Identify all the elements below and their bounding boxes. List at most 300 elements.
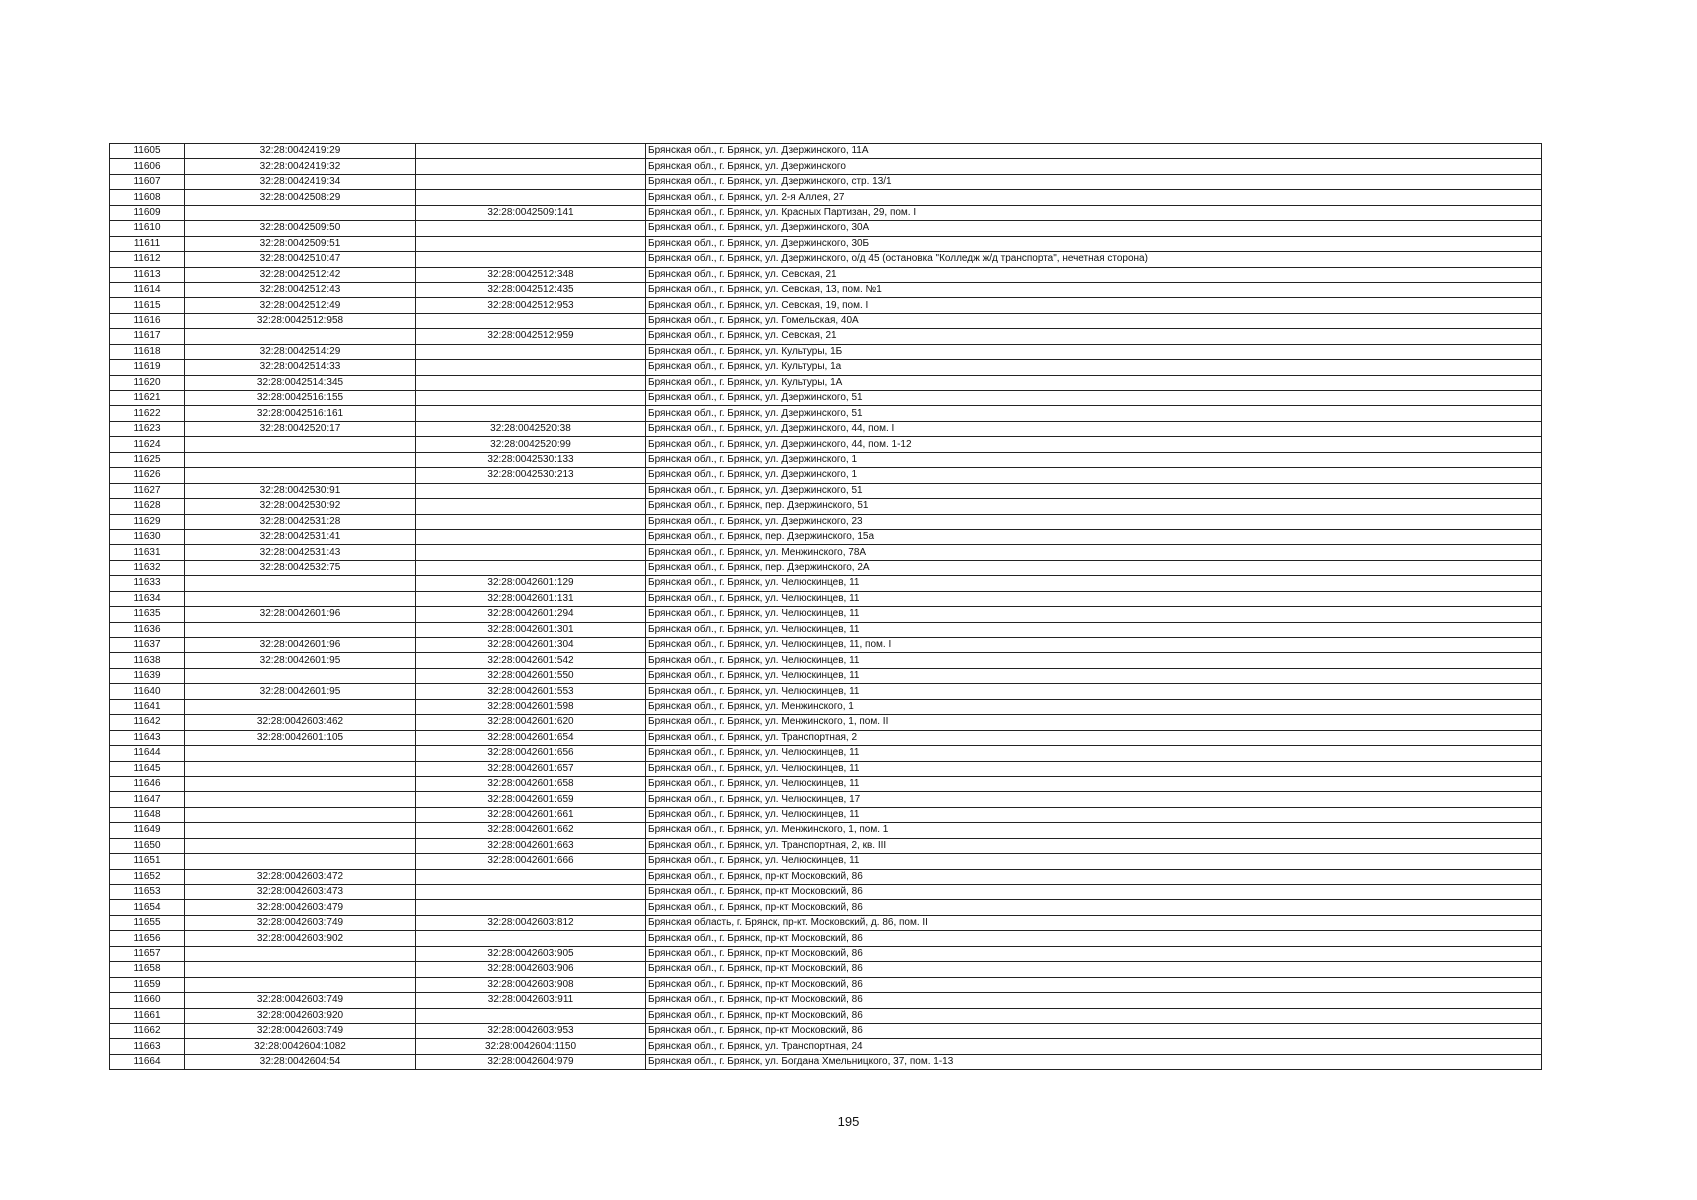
table-row: [110, 360, 1542, 375]
cadastral-number-cell: 32:28:0042532:75: [185, 560, 416, 575]
address-cell: Брянская обл., г. Брянск, ул. Челюскинцев, 11: [646, 807, 1542, 822]
row-number-cell: 11629: [110, 514, 185, 529]
object-cadastral-number-cell: 32:28:0042601:662: [416, 823, 646, 838]
table-row: [110, 684, 1542, 699]
object-cadastral-number-cell: 32:28:0042604:1150: [416, 1039, 646, 1054]
cadastral-number-cell: [185, 576, 416, 591]
table-row: [110, 391, 1542, 406]
cadastral-number-cell: 32:28:0042603:473: [185, 885, 416, 900]
cadastral-number-cell: [185, 776, 416, 791]
address-cell: Брянская обл., г. Брянск, ул. Красных Партизан, 29, пом. I: [646, 205, 1542, 220]
row-number-cell: 11653: [110, 885, 185, 900]
table-row: [110, 190, 1542, 205]
cadastral-number-cell: [185, 668, 416, 683]
cadastral-number-cell: [185, 591, 416, 606]
row-number-cell: 11635: [110, 607, 185, 622]
row-number-cell: 11651: [110, 854, 185, 869]
cadastral-number-cell: [185, 468, 416, 483]
address-cell: Брянская обл., г. Брянск, ул. Дзержинского, 23: [646, 514, 1542, 529]
address-cell: Брянская обл., г. Брянск, ул. Челюскинцев, 11: [646, 854, 1542, 869]
row-number-cell: 11625: [110, 452, 185, 467]
object-cadastral-number-cell: [416, 514, 646, 529]
object-cadastral-number-cell: 32:28:0042512:348: [416, 267, 646, 282]
row-number-cell: 11624: [110, 437, 185, 452]
registry-table-container: [109, 143, 1541, 1070]
object-cadastral-number-cell: 32:28:0042509:141: [416, 205, 646, 220]
object-cadastral-number-cell: [416, 1008, 646, 1023]
object-cadastral-number-cell: 32:28:0042601:657: [416, 761, 646, 776]
table-row: [110, 993, 1542, 1008]
cadastral-number-cell: 32:28:0042512:43: [185, 282, 416, 297]
table-row: [110, 282, 1542, 297]
address-cell: Брянская обл., г. Брянск, ул. Дзержинского, 44, пом. 1-12: [646, 437, 1542, 452]
table-row: [110, 174, 1542, 189]
address-cell: Брянская обл., г. Брянск, ул. Челюскинцев, 11: [646, 776, 1542, 791]
address-cell: Брянская обл., г. Брянск, ул. Гомельская, 40А: [646, 313, 1542, 328]
object-cadastral-number-cell: [416, 406, 646, 421]
table-row: [110, 576, 1542, 591]
address-cell: Брянская обл., г. Брянск, ул. Челюскинцев, 11: [646, 653, 1542, 668]
object-cadastral-number-cell: 32:28:0042601:663: [416, 838, 646, 853]
table-row: [110, 622, 1542, 637]
address-cell: Брянская обл., г. Брянск, ул. Челюскинцев, 11: [646, 591, 1542, 606]
address-cell: Брянская обл., г. Брянск, ул. Дзержинского, 51: [646, 391, 1542, 406]
cadastral-number-cell: [185, 761, 416, 776]
table-row: [110, 545, 1542, 560]
address-cell: Брянская обл., г. Брянск, пр-кт Московский, 86: [646, 900, 1542, 915]
row-number-cell: 11610: [110, 221, 185, 236]
cadastral-number-cell: 32:28:0042604:1082: [185, 1039, 416, 1054]
table-row: [110, 560, 1542, 575]
object-cadastral-number-cell: 32:28:0042601:129: [416, 576, 646, 591]
address-cell: Брянская обл., г. Брянск, ул. Севская, 19, пом. I: [646, 298, 1542, 313]
cadastral-number-cell: [185, 746, 416, 761]
table-row: [110, 375, 1542, 390]
row-number-cell: 11609: [110, 205, 185, 220]
address-cell: Брянская обл., г. Брянск, ул. Челюскинцев, 11: [646, 761, 1542, 776]
object-cadastral-number-cell: [416, 174, 646, 189]
cadastral-number-cell: 32:28:0042512:958: [185, 313, 416, 328]
row-number-cell: 11659: [110, 977, 185, 992]
object-cadastral-number-cell: 32:28:0042601:131: [416, 591, 646, 606]
address-cell: Брянская обл., г. Брянск, ул. Челюскинцев, 11, пом. I: [646, 638, 1542, 653]
object-cadastral-number-cell: 32:28:0042603:953: [416, 1023, 646, 1038]
table-row: [110, 653, 1542, 668]
row-number-cell: 11654: [110, 900, 185, 915]
registry-table-body: [110, 144, 1542, 1070]
table-row: [110, 946, 1542, 961]
table-row: [110, 931, 1542, 946]
address-cell: Брянская обл., г. Брянск, ул. Культуры, 1Б: [646, 344, 1542, 359]
object-cadastral-number-cell: 32:28:0042601:301: [416, 622, 646, 637]
cadastral-number-cell: 32:28:0042520:17: [185, 421, 416, 436]
table-row: [110, 252, 1542, 267]
address-cell: Брянская обл., г. Брянск, ул. Дзержинского, 30А: [646, 221, 1542, 236]
table-row: [110, 329, 1542, 344]
cadastral-number-cell: 32:28:0042604:54: [185, 1054, 416, 1069]
object-cadastral-number-cell: 32:28:0042601:553: [416, 684, 646, 699]
cadastral-number-cell: 32:28:0042512:49: [185, 298, 416, 313]
cadastral-number-cell: [185, 329, 416, 344]
object-cadastral-number-cell: 32:28:0042601:598: [416, 699, 646, 714]
address-cell: Брянская обл., г. Брянск, ул. Челюскинцев, 11: [646, 746, 1542, 761]
address-cell: Брянская обл., г. Брянск, пр-кт Московский, 86: [646, 931, 1542, 946]
object-cadastral-number-cell: [416, 391, 646, 406]
row-number-cell: 11657: [110, 946, 185, 961]
row-number-cell: 11643: [110, 730, 185, 745]
table-row: [110, 699, 1542, 714]
cadastral-number-cell: [185, 699, 416, 714]
table-row: [110, 437, 1542, 452]
row-number-cell: 11638: [110, 653, 185, 668]
table-row: [110, 205, 1542, 220]
table-row: [110, 838, 1542, 853]
object-cadastral-number-cell: 32:28:0042601:659: [416, 792, 646, 807]
table-row: [110, 900, 1542, 915]
object-cadastral-number-cell: 32:28:0042604:979: [416, 1054, 646, 1069]
address-cell: Брянская обл., г. Брянск, ул. Менжинского, 1, пом. II: [646, 715, 1542, 730]
object-cadastral-number-cell: 32:28:0042512:435: [416, 282, 646, 297]
table-row: [110, 144, 1542, 159]
row-number-cell: 11627: [110, 483, 185, 498]
table-row: [110, 529, 1542, 544]
cadastral-number-cell: 32:28:0042603:472: [185, 869, 416, 884]
row-number-cell: 11664: [110, 1054, 185, 1069]
table-row: [110, 406, 1542, 421]
cadastral-number-cell: [185, 437, 416, 452]
row-number-cell: 11611: [110, 236, 185, 251]
table-row: [110, 854, 1542, 869]
object-cadastral-number-cell: [416, 344, 646, 359]
table-row: [110, 1054, 1542, 1069]
cadastral-number-cell: 32:28:0042601:95: [185, 684, 416, 699]
table-row: [110, 1039, 1542, 1054]
address-cell: Брянская обл., г. Брянск, пр-кт Московский, 86: [646, 1008, 1542, 1023]
address-cell: Брянская обл., г. Брянск, пр-кт Московский, 86: [646, 962, 1542, 977]
row-number-cell: 11633: [110, 576, 185, 591]
object-cadastral-number-cell: 32:28:0042601:294: [416, 607, 646, 622]
address-cell: Брянская обл., г. Брянск, ул. Транспортная, 2, кв. III: [646, 838, 1542, 853]
table-row: [110, 668, 1542, 683]
object-cadastral-number-cell: [416, 159, 646, 174]
table-row: [110, 1008, 1542, 1023]
address-cell: Брянская обл., г. Брянск, ул. Дзержинского, 1: [646, 452, 1542, 467]
row-number-cell: 11645: [110, 761, 185, 776]
row-number-cell: 11607: [110, 174, 185, 189]
row-number-cell: 11652: [110, 869, 185, 884]
row-number-cell: 11663: [110, 1039, 185, 1054]
address-cell: Брянская обл., г. Брянск, пр-кт Московский, 86: [646, 869, 1542, 884]
table-row: [110, 885, 1542, 900]
object-cadastral-number-cell: 32:28:0042601:656: [416, 746, 646, 761]
table-row: [110, 483, 1542, 498]
cadastral-number-cell: 32:28:0042508:29: [185, 190, 416, 205]
row-number-cell: 11644: [110, 746, 185, 761]
row-number-cell: 11623: [110, 421, 185, 436]
row-number-cell: 11613: [110, 267, 185, 282]
address-cell: Брянская обл., г. Брянск, пр-кт Московский, 86: [646, 993, 1542, 1008]
row-number-cell: 11637: [110, 638, 185, 653]
object-cadastral-number-cell: [416, 483, 646, 498]
address-cell: Брянская обл., г. Брянск, пр-кт Московский, 86: [646, 977, 1542, 992]
cadastral-number-cell: 32:28:0042531:28: [185, 514, 416, 529]
table-row: [110, 468, 1542, 483]
row-number-cell: 11605: [110, 144, 185, 159]
table-row: [110, 159, 1542, 174]
object-cadastral-number-cell: 32:28:0042603:906: [416, 962, 646, 977]
address-cell: Брянская обл., г. Брянск, ул. Дзержинского, 1: [646, 468, 1542, 483]
table-row: [110, 221, 1542, 236]
address-cell: Брянская обл., г. Брянск, ул. Культуры, 1а: [646, 360, 1542, 375]
cadastral-number-cell: 32:28:0042516:161: [185, 406, 416, 421]
cadastral-number-cell: 32:28:0042530:92: [185, 499, 416, 514]
row-number-cell: 11655: [110, 915, 185, 930]
row-number-cell: 11642: [110, 715, 185, 730]
cadastral-number-cell: 32:28:0042419:29: [185, 144, 416, 159]
object-cadastral-number-cell: [416, 375, 646, 390]
cadastral-number-cell: 32:28:0042603:920: [185, 1008, 416, 1023]
cadastral-number-cell: [185, 205, 416, 220]
cadastral-number-cell: 32:28:0042601:95: [185, 653, 416, 668]
table-row: [110, 977, 1542, 992]
row-number-cell: 11660: [110, 993, 185, 1008]
object-cadastral-number-cell: 32:28:0042601:304: [416, 638, 646, 653]
object-cadastral-number-cell: 32:28:0042601:666: [416, 854, 646, 869]
address-cell: Брянская обл., г. Брянск, пер. Дзержинского, 2А: [646, 560, 1542, 575]
row-number-cell: 11628: [110, 499, 185, 514]
address-cell: Брянская обл., г. Брянск, ул. Транспортная, 24: [646, 1039, 1542, 1054]
cadastral-number-cell: [185, 792, 416, 807]
address-cell: Брянская обл., г. Брянск, ул. Дзержинского, о/д 45 (остановка "Колледж ж/д транспорта", нечетная сторона): [646, 252, 1542, 267]
row-number-cell: 11634: [110, 591, 185, 606]
row-number-cell: 11608: [110, 190, 185, 205]
address-cell: Брянская обл., г. Брянск, ул. Менжинского, 78А: [646, 545, 1542, 560]
object-cadastral-number-cell: 32:28:0042520:99: [416, 437, 646, 452]
object-cadastral-number-cell: 32:28:0042512:959: [416, 329, 646, 344]
object-cadastral-number-cell: 32:28:0042601:654: [416, 730, 646, 745]
row-number-cell: 11622: [110, 406, 185, 421]
table-row: [110, 638, 1542, 653]
object-cadastral-number-cell: [416, 499, 646, 514]
cadastral-number-cell: 32:28:0042516:155: [185, 391, 416, 406]
row-number-cell: 11661: [110, 1008, 185, 1023]
row-number-cell: 11636: [110, 622, 185, 637]
cadastral-number-cell: 32:28:0042603:749: [185, 1023, 416, 1038]
object-cadastral-number-cell: 32:28:0042601:542: [416, 653, 646, 668]
row-number-cell: 11641: [110, 699, 185, 714]
cadastral-number-cell: 32:28:0042419:32: [185, 159, 416, 174]
table-row: [110, 313, 1542, 328]
table-row: [110, 452, 1542, 467]
table-row: [110, 792, 1542, 807]
object-cadastral-number-cell: [416, 360, 646, 375]
object-cadastral-number-cell: [416, 190, 646, 205]
object-cadastral-number-cell: [416, 144, 646, 159]
table-row: [110, 915, 1542, 930]
cadastral-number-cell: 32:28:0042603:749: [185, 993, 416, 1008]
object-cadastral-number-cell: 32:28:0042530:213: [416, 468, 646, 483]
table-row: [110, 267, 1542, 282]
cadastral-number-cell: 32:28:0042514:33: [185, 360, 416, 375]
table-row: [110, 746, 1542, 761]
object-cadastral-number-cell: [416, 529, 646, 544]
table-row: [110, 607, 1542, 622]
object-cadastral-number-cell: 32:28:0042603:911: [416, 993, 646, 1008]
table-row: [110, 499, 1542, 514]
object-cadastral-number-cell: [416, 885, 646, 900]
cadastral-number-cell: [185, 823, 416, 838]
object-cadastral-number-cell: [416, 221, 646, 236]
object-cadastral-number-cell: 32:28:0042512:953: [416, 298, 646, 313]
object-cadastral-number-cell: 32:28:0042603:905: [416, 946, 646, 961]
address-cell: Брянская обл., г. Брянск, пер. Дзержинского, 51: [646, 499, 1542, 514]
address-cell: Брянская обл., г. Брянск, ул. Челюскинцев, 11: [646, 684, 1542, 699]
address-cell: Брянская обл., г. Брянск, пр-кт Московский, 86: [646, 1023, 1542, 1038]
table-row: [110, 823, 1542, 838]
row-number-cell: 11612: [110, 252, 185, 267]
address-cell: Брянская обл., г. Брянск, ул. Севская, 21: [646, 267, 1542, 282]
object-cadastral-number-cell: 32:28:0042601:658: [416, 776, 646, 791]
address-cell: Брянская обл., г. Брянск, ул. Челюскинцев, 11: [646, 607, 1542, 622]
table-row: [110, 962, 1542, 977]
row-number-cell: 11658: [110, 962, 185, 977]
table-row: [110, 761, 1542, 776]
cadastral-number-cell: 32:28:0042530:91: [185, 483, 416, 498]
row-number-cell: 11620: [110, 375, 185, 390]
cadastral-number-cell: [185, 838, 416, 853]
address-cell: Брянская обл., г. Брянск, ул. Дзержинского, 11А: [646, 144, 1542, 159]
row-number-cell: 11639: [110, 668, 185, 683]
address-cell: Брянская обл., г. Брянск, ул. Дзержинского, 44, пом. I: [646, 421, 1542, 436]
object-cadastral-number-cell: [416, 252, 646, 267]
row-number-cell: 11618: [110, 344, 185, 359]
address-cell: Брянская обл., г. Брянск, ул. Челюскинцев, 11: [646, 622, 1542, 637]
row-number-cell: 11615: [110, 298, 185, 313]
address-cell: Брянская обл., г. Брянск, пр-кт Московский, 86: [646, 885, 1542, 900]
cadastral-number-cell: 32:28:0042509:50: [185, 221, 416, 236]
cadastral-number-cell: 32:28:0042510:47: [185, 252, 416, 267]
cadastral-number-cell: 32:28:0042603:749: [185, 915, 416, 930]
object-cadastral-number-cell: [416, 313, 646, 328]
object-cadastral-number-cell: [416, 931, 646, 946]
object-cadastral-number-cell: 32:28:0042601:550: [416, 668, 646, 683]
row-number-cell: 11656: [110, 931, 185, 946]
cadastral-number-cell: [185, 622, 416, 637]
row-number-cell: 11626: [110, 468, 185, 483]
row-number-cell: 11632: [110, 560, 185, 575]
table-row: [110, 730, 1542, 745]
table-row: [110, 869, 1542, 884]
cadastral-number-cell: 32:28:0042531:41: [185, 529, 416, 544]
table-row: [110, 591, 1542, 606]
cadastral-number-cell: [185, 946, 416, 961]
address-cell: Брянская обл., г. Брянск, ул. Челюскинцев, 11: [646, 576, 1542, 591]
object-cadastral-number-cell: [416, 900, 646, 915]
table-row: [110, 421, 1542, 436]
table-row: [110, 1023, 1542, 1038]
registry-table: [109, 143, 1542, 1070]
cadastral-number-cell: 32:28:0042514:345: [185, 375, 416, 390]
address-cell: Брянская обл., г. Брянск, ул. Дзержинского: [646, 159, 1542, 174]
cadastral-number-cell: [185, 977, 416, 992]
cadastral-number-cell: 32:28:0042512:42: [185, 267, 416, 282]
address-cell: Брянская обл., г. Брянск, ул. Дзержинского, стр. 13/1: [646, 174, 1542, 189]
cadastral-number-cell: 32:28:0042601:105: [185, 730, 416, 745]
page-number: 195: [837, 1114, 860, 1129]
row-number-cell: 11630: [110, 529, 185, 544]
address-cell: Брянская обл., г. Брянск, ул. Менжинского, 1, пом. 1: [646, 823, 1542, 838]
table-row: [110, 514, 1542, 529]
address-cell: Брянская обл., г. Брянск, ул. Культуры, 1А: [646, 375, 1542, 390]
cadastral-number-cell: 32:28:0042514:29: [185, 344, 416, 359]
address-cell: Брянская обл., г. Брянск, ул. Севская, 21: [646, 329, 1542, 344]
row-number-cell: 11640: [110, 684, 185, 699]
cadastral-number-cell: [185, 807, 416, 822]
address-cell: Брянская область, г. Брянск, пр-кт. Московский, д. 86, пом. II: [646, 915, 1542, 930]
object-cadastral-number-cell: 32:28:0042603:908: [416, 977, 646, 992]
table-row: [110, 776, 1542, 791]
row-number-cell: 11648: [110, 807, 185, 822]
row-number-cell: 11617: [110, 329, 185, 344]
cadastral-number-cell: 32:28:0042603:902: [185, 931, 416, 946]
table-row: [110, 807, 1542, 822]
row-number-cell: 11616: [110, 313, 185, 328]
address-cell: Брянская обл., г. Брянск, пер. Дзержинского, 15а: [646, 529, 1542, 544]
address-cell: Брянская обл., г. Брянск, пр-кт Московский, 86: [646, 946, 1542, 961]
address-cell: Брянская обл., г. Брянск, ул. Дзержинского, 30Б: [646, 236, 1542, 251]
address-cell: Брянская обл., г. Брянск, ул. Дзержинского, 51: [646, 483, 1542, 498]
address-cell: Брянская обл., г. Брянск, ул. Дзержинского, 51: [646, 406, 1542, 421]
object-cadastral-number-cell: 32:28:0042520:38: [416, 421, 646, 436]
table-row: [110, 344, 1542, 359]
address-cell: Брянская обл., г. Брянск, ул. Транспортная, 2: [646, 730, 1542, 745]
cadastral-number-cell: 32:28:0042509:51: [185, 236, 416, 251]
row-number-cell: 11662: [110, 1023, 185, 1038]
row-number-cell: 11606: [110, 159, 185, 174]
row-number-cell: 11621: [110, 391, 185, 406]
address-cell: Брянская обл., г. Брянск, ул. Менжинского, 1: [646, 699, 1542, 714]
table-row: [110, 715, 1542, 730]
cadastral-number-cell: [185, 854, 416, 869]
cadastral-number-cell: 32:28:0042601:96: [185, 607, 416, 622]
cadastral-number-cell: [185, 962, 416, 977]
cadastral-number-cell: 32:28:0042603:462: [185, 715, 416, 730]
address-cell: Брянская обл., г. Брянск, ул. Богдана Хмельницкого, 37, пом. 1-13: [646, 1054, 1542, 1069]
object-cadastral-number-cell: [416, 869, 646, 884]
row-number-cell: 11650: [110, 838, 185, 853]
address-cell: Брянская обл., г. Брянск, ул. Севская, 13, пом. №1: [646, 282, 1542, 297]
cadastral-number-cell: 32:28:0042601:96: [185, 638, 416, 653]
row-number-cell: 11614: [110, 282, 185, 297]
row-number-cell: 11647: [110, 792, 185, 807]
cadastral-number-cell: 32:28:0042419:34: [185, 174, 416, 189]
table-row: [110, 236, 1542, 251]
row-number-cell: 11649: [110, 823, 185, 838]
object-cadastral-number-cell: 32:28:0042603:812: [416, 915, 646, 930]
object-cadastral-number-cell: 32:28:0042530:133: [416, 452, 646, 467]
object-cadastral-number-cell: [416, 560, 646, 575]
object-cadastral-number-cell: [416, 545, 646, 560]
row-number-cell: 11619: [110, 360, 185, 375]
object-cadastral-number-cell: [416, 236, 646, 251]
cadastral-number-cell: 32:28:0042531:43: [185, 545, 416, 560]
row-number-cell: 11646: [110, 776, 185, 791]
cadastral-number-cell: [185, 452, 416, 467]
cadastral-number-cell: 32:28:0042603:479: [185, 900, 416, 915]
address-cell: Брянская обл., г. Брянск, ул. 2-я Аллея, 27: [646, 190, 1542, 205]
address-cell: Брянская обл., г. Брянск, ул. Челюскинцев, 11: [646, 668, 1542, 683]
object-cadastral-number-cell: 32:28:0042601:620: [416, 715, 646, 730]
